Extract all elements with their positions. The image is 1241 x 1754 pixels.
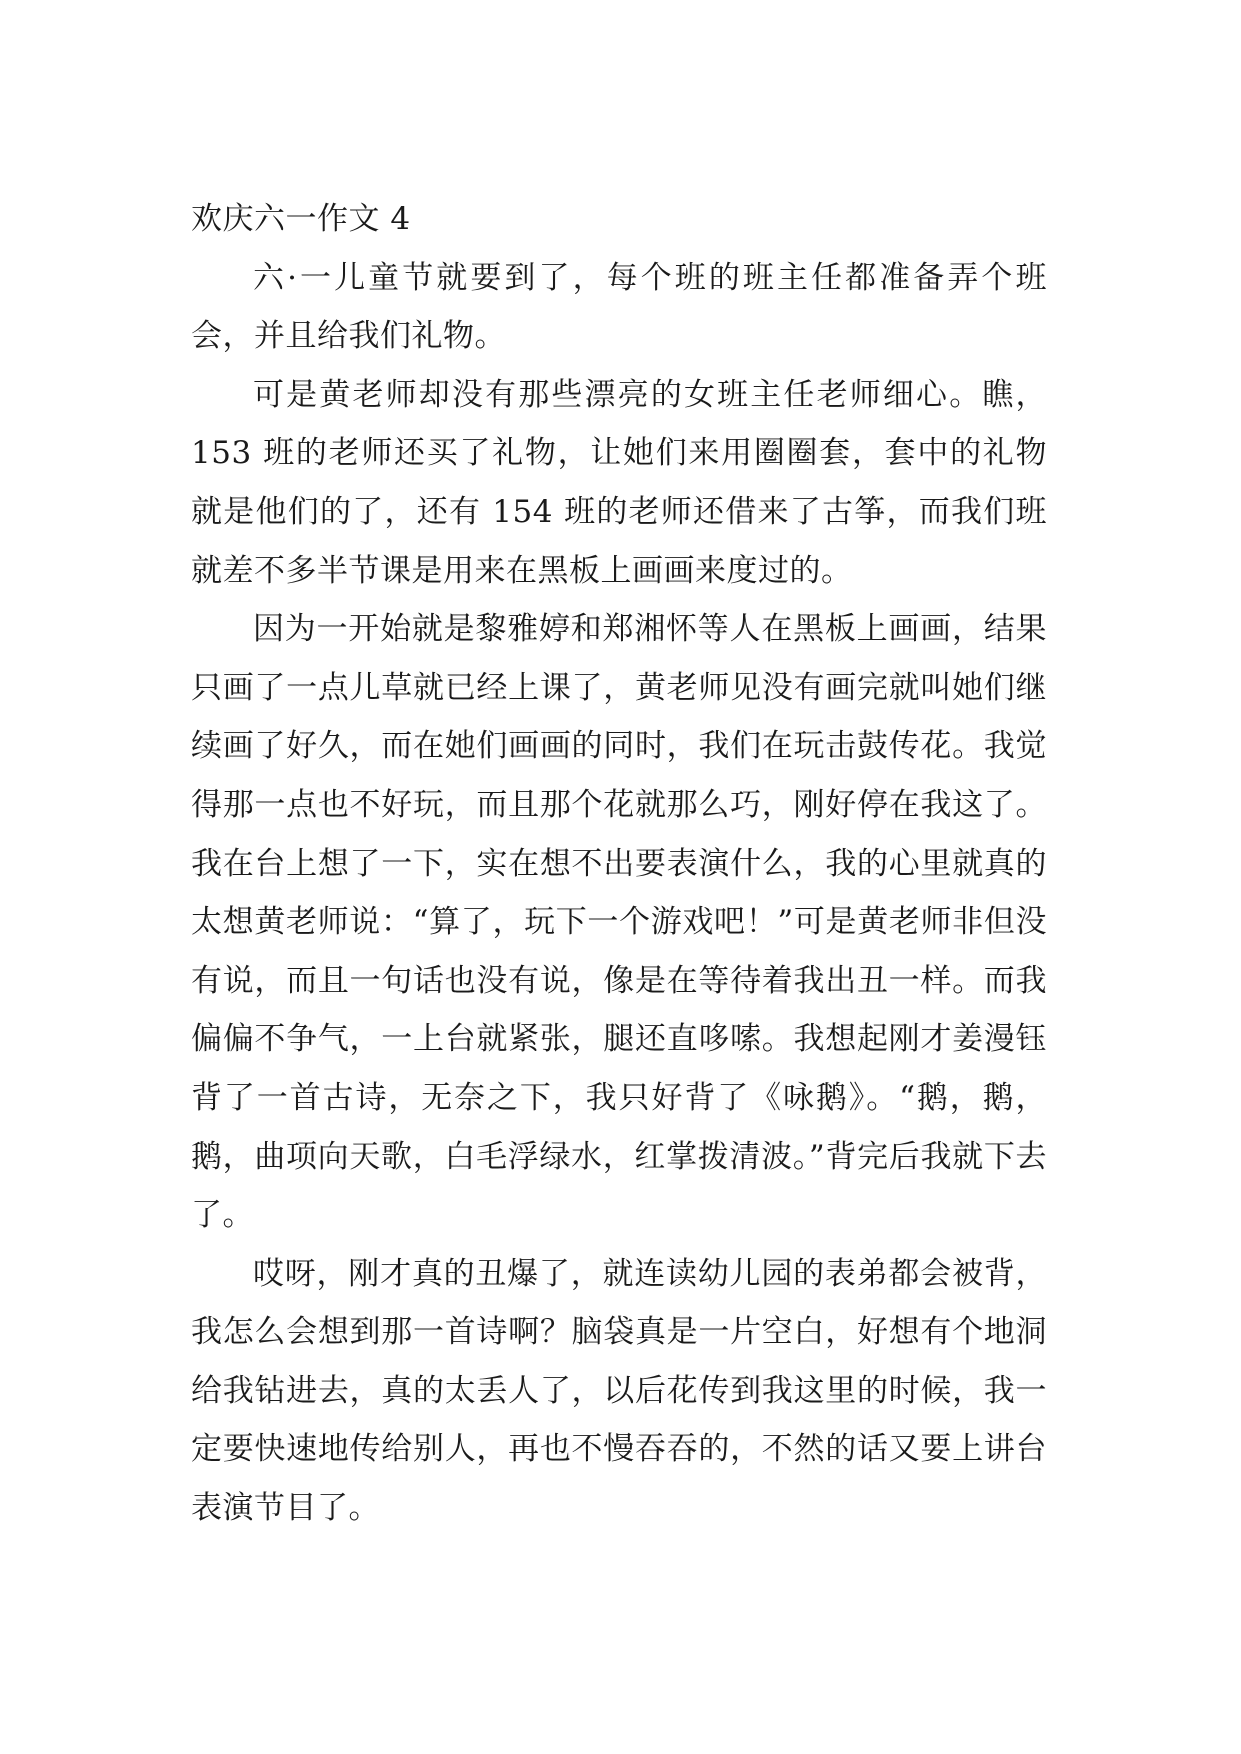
document-title: 欢庆六一作文 4 bbox=[191, 201, 411, 237]
paragraph: 哎呀，刚才真的丑爆了，就连读幼儿园的表弟都会被背，我怎么会想到那一首诗啊？脑袋真是一片空白，好想有个地洞给我钻进去，真的太丢人了，以后花传到我这里的时候，我一定要快速地传给别人，再也不慢吞吞的，不然的话又要上讲台表演节目了。 bbox=[191, 1255, 1047, 1527]
document-body bbox=[191, 190, 1047, 1538]
paragraph: 六·一儿童节就要到了，每个班的班主任都准备弄个班会，并且给我们礼物。 bbox=[191, 259, 1047, 355]
paragraph: 可是黄老师却没有那些漂亮的女班主任老师细心。瞧，153 班的老师还买了礼物，让她们来用圈圈套，套中的礼物就是他们的了，还有 154 班的老师还借来了古筝，而我们班就差不多半节课是用来在黑板上画画来度过的。 bbox=[191, 376, 1047, 589]
paragraph: 因为一开始就是黎雅婷和郑湘怀等人在黑板上画画，结果只画了一点儿草就已经上课了，黄老师见没有画完就叫她们继续画了好久，而在她们画画的同时，我们在玩击鼓传花。我觉得那一点也不好玩，而且那个花就那么巧，刚好停在我这了。我在台上想了一下，实在想不出要表演什么，我的心里就真的太想黄老师说：“算了，玩下一个游戏吧！”可是黄老师非但没有说，而且一句话也没有说，像是在等待着我出丑一样。而我偏偏不争气，一上台就紧张，腿还直哆嗦。我想起刚才姜漫钰背了一首古诗，无奈之下，我只好背了《咏鹅》。“鹅，鹅，鹅，曲项向天歌，白毛浮绿水，红掌拨清波。”背完后我就下去了。 bbox=[191, 611, 1047, 1234]
